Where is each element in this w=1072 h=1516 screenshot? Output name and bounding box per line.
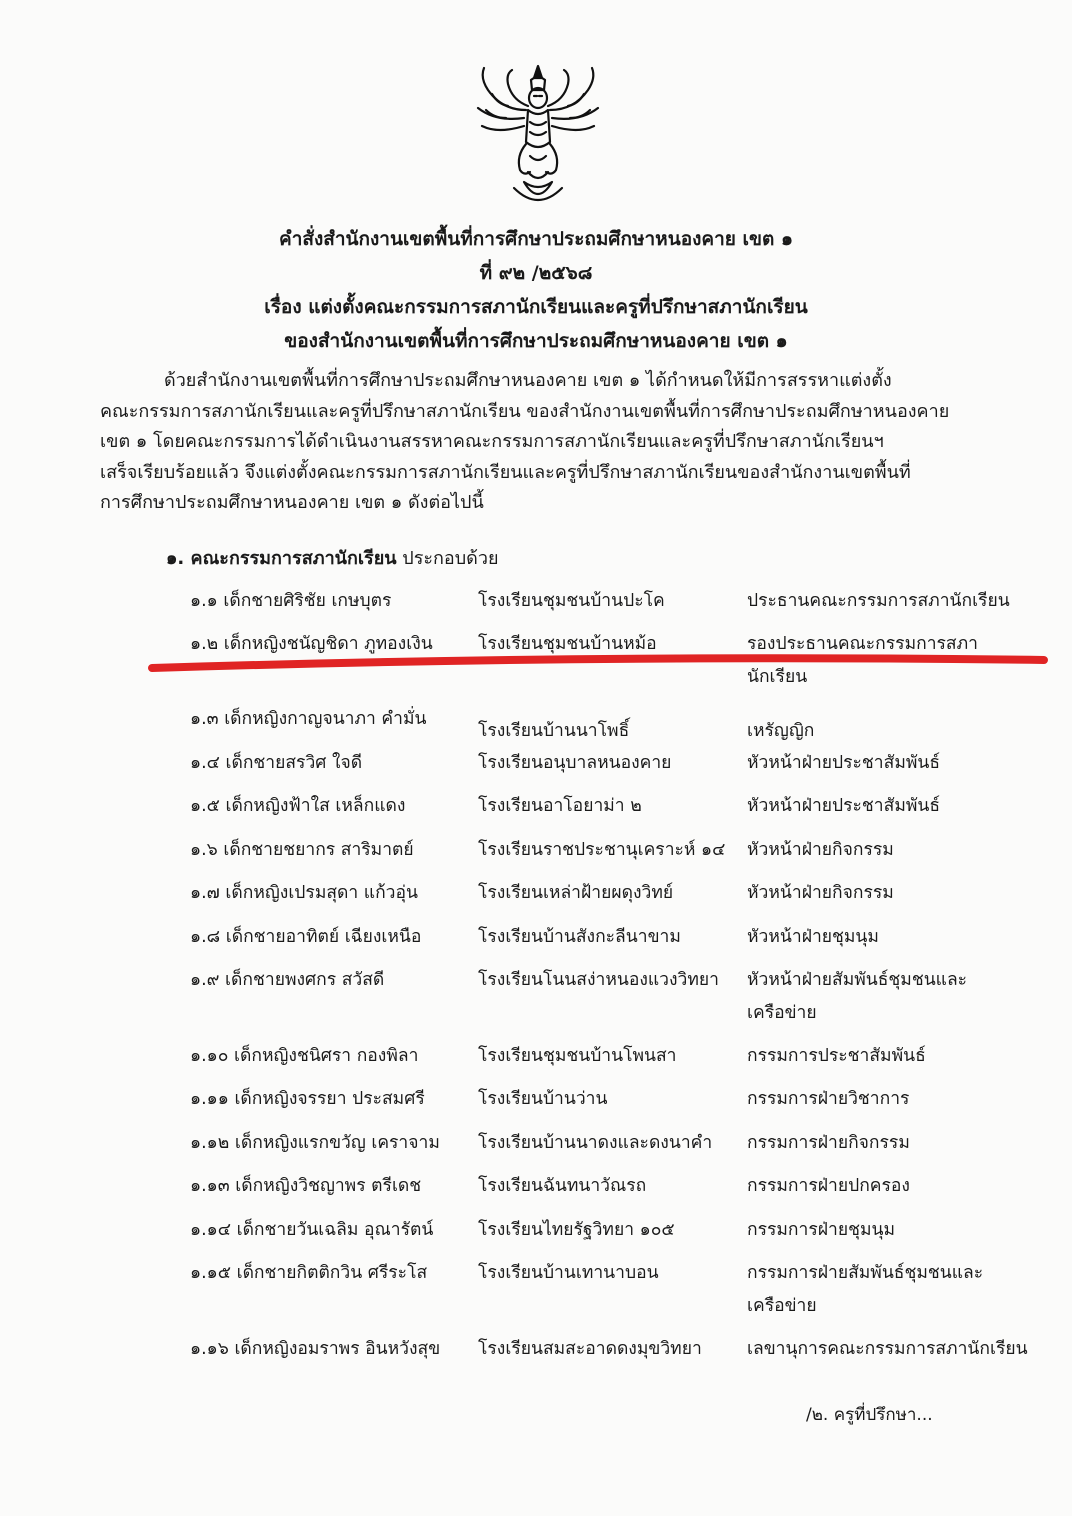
member-name: ๑.๕ เด็กหญิงฟ้าใส เหล็กแดง: [190, 796, 406, 816]
intro-line: การศึกษาประถมศึกษาหนองคาย เขต ๑ ดังต่อไปนี้: [100, 492, 484, 513]
member-name: ๑.๙ เด็กชายพงศกร สวัสดี: [190, 970, 385, 990]
member-role: หัวหน้าฝ่ายกิจกรรม: [747, 883, 894, 903]
member-school: โรงเรียนบ้านนาโพธิ์: [478, 721, 630, 741]
member-role: กรรมการประชาสัมพันธ์: [747, 1046, 926, 1066]
intro-paragraph: [100, 366, 980, 519]
member-school: โรงเรียนชุมชนบ้านโพนสา: [478, 1046, 677, 1066]
member-school: โรงเรียนบ้านเทานาบอน: [478, 1263, 659, 1283]
intro-line: เขต ๑ โดยคณะกรรมการได้ดำเนินงานสรรหาคณะกรรมการสภานักเรียนและครูที่ปรึกษาสภานักเรียนฯ: [100, 431, 884, 452]
order-number: ที่ ๙๒ /๒๕๖๘: [479, 262, 593, 284]
section-heading: [166, 544, 499, 574]
member-name: ๑.๑๕ เด็กชายกิตติกวิน ศรีระโส: [190, 1263, 428, 1283]
member-name: ๑.๑ เด็กชายศิริชัย เกษบุตร: [190, 591, 392, 611]
member-school: โรงเรียนบ้านสังกะลีนาขาม: [478, 927, 681, 947]
intro-line: เสร็จเรียบร้อยแล้ว จึงแต่งตั้งคณะกรรมการสภานักเรียนและครูที่ปรึกษาสภานักเรียนของสำนักงานเขตพื้นที่: [100, 461, 911, 483]
member-name: ๑.๑๒ เด็กหญิงแรกขวัญ เคราจาม: [190, 1133, 440, 1153]
member-role: กรรมการฝ่ายปกครอง: [747, 1176, 910, 1196]
member-role: หัวหน้าฝ่ายประชาสัมพันธ์: [747, 796, 941, 816]
member-role: หัวหน้าฝ่ายชุมนุม: [747, 927, 879, 947]
section-heading-suffix: ประกอบด้วย: [396, 548, 499, 569]
member-role: กรรมการฝ่ายสัมพันธ์ชุมชนและ เครือข่าย: [747, 1263, 984, 1316]
member-school: โรงเรียนราชประชานุเคราะห์ ๑๔: [478, 840, 726, 860]
order-subject: เรื่อง แต่งตั้งคณะกรรมการสภานักเรียนและครูที่ปรึกษาสภานักเรียน: [264, 296, 808, 318]
order-title: คำสั่งสำนักงานเขตพื้นที่การศึกษาประถมศึกษาหนองคาย เขต ๑: [278, 228, 794, 250]
member-name: ๑.๓ เด็กหญิงกาญจนาภา คำมั่น: [190, 709, 427, 729]
member-role: รองประธานคณะกรรมการสภา นักเรียน: [747, 634, 978, 687]
member-name: ๑.๑๓ เด็กหญิงวิชญาพร ตรีเดช: [190, 1176, 422, 1196]
continuation-note: /๒. ครูที่ปรึกษา...: [806, 1405, 933, 1425]
member-name: ๑.๒ เด็กหญิงชนัญชิดา ภูทองเงิน: [190, 634, 433, 654]
intro-line: ด้วยสำนักงานเขตพื้นที่การศึกษาประถมศึกษาหนองคาย เขต ๑ ได้กำหนดให้มีการสรรหาแต่งตั้ง: [164, 370, 892, 391]
member-school: โรงเรียนสมสะอาดดงมุขวิทยา: [478, 1339, 702, 1359]
member-school: โรงเรียนไทยรัฐวิทยา ๑๐๕: [478, 1220, 675, 1240]
member-school: โรงเรียนบ้านว่าน: [478, 1089, 608, 1109]
section-heading-title: ๑. คณะกรรมการสภานักเรียน: [166, 548, 397, 569]
member-name: ๑.๔ เด็กชายสรวิศ ใจดี: [190, 753, 363, 773]
member-role: เหรัญญิก: [747, 721, 815, 741]
member-school: โรงเรียนฉันทนาวัณรถ: [478, 1176, 647, 1196]
member-name: ๑.๑๑ เด็กหญิงจรรยา ประสมศรี: [190, 1089, 425, 1109]
member-name: ๑.๑๔ เด็กชายวันเฉลิม อุณารัตน์: [190, 1220, 434, 1240]
member-role: หัวหน้าฝ่ายประชาสัมพันธ์: [747, 753, 941, 773]
intro-line: คณะกรรมการสภานักเรียนและครูที่ปรึกษาสภานักเรียน ของสำนักงานเขตพื้นที่การศึกษาประถมศึกษาหนองคาย: [100, 400, 950, 422]
member-role: เลขานุการคณะกรรมการสภานักเรียน: [747, 1339, 1028, 1359]
member-school: โรงเรียนอนุบาลหนองคาย: [478, 753, 672, 773]
member-role: หัวหน้าฝ่ายสัมพันธ์ชุมชนและ เครือข่าย: [747, 970, 968, 1023]
member-role: ประธานคณะกรรมการสภานักเรียน: [747, 591, 1010, 611]
member-school: โรงเรียนโนนสง่าหนองแวงวิทยา: [478, 970, 719, 990]
order-issuer: ของสำนักงานเขตพื้นที่การศึกษาประถมศึกษาหนองคาย เขต ๑: [284, 330, 788, 352]
member-role: กรรมการฝ่ายชุมนุม: [747, 1220, 895, 1240]
member-school: โรงเรียนชุมชนบ้านหม้อ: [478, 634, 657, 654]
member-name: ๑.๑๐ เด็กหญิงชนิศรา กองพิลา: [190, 1046, 419, 1066]
order-title-block: [0, 222, 1072, 358]
member-role: กรรมการฝ่ายวิชาการ: [747, 1089, 910, 1109]
member-name: ๑.๗ เด็กหญิงเปรมสุดา แก้วอุ่น: [190, 883, 418, 903]
member-name: ๑.๑๖ เด็กหญิงอมราพร อินหวังสุข: [190, 1339, 441, 1359]
member-name: ๑.๖ เด็กชายชยากร สาริมาตย์: [190, 840, 414, 860]
member-name: ๑.๘ เด็กชายอาทิตย์ เฉียงเหนือ: [190, 927, 422, 947]
member-school: โรงเรียนอาโอยาม่า ๒: [478, 796, 642, 816]
member-school: โรงเรียนบ้านนาดงและดงนาคำ: [478, 1133, 713, 1153]
garuda-emblem: [468, 60, 608, 208]
member-role: หัวหน้าฝ่ายกิจกรรม: [747, 840, 894, 860]
member-role: กรรมการฝ่ายกิจกรรม: [747, 1133, 910, 1153]
member-school: โรงเรียนเหล่าฝ้ายผดุงวิทย์: [478, 883, 674, 903]
member-school: โรงเรียนชุมชนบ้านปะโค: [478, 591, 665, 611]
